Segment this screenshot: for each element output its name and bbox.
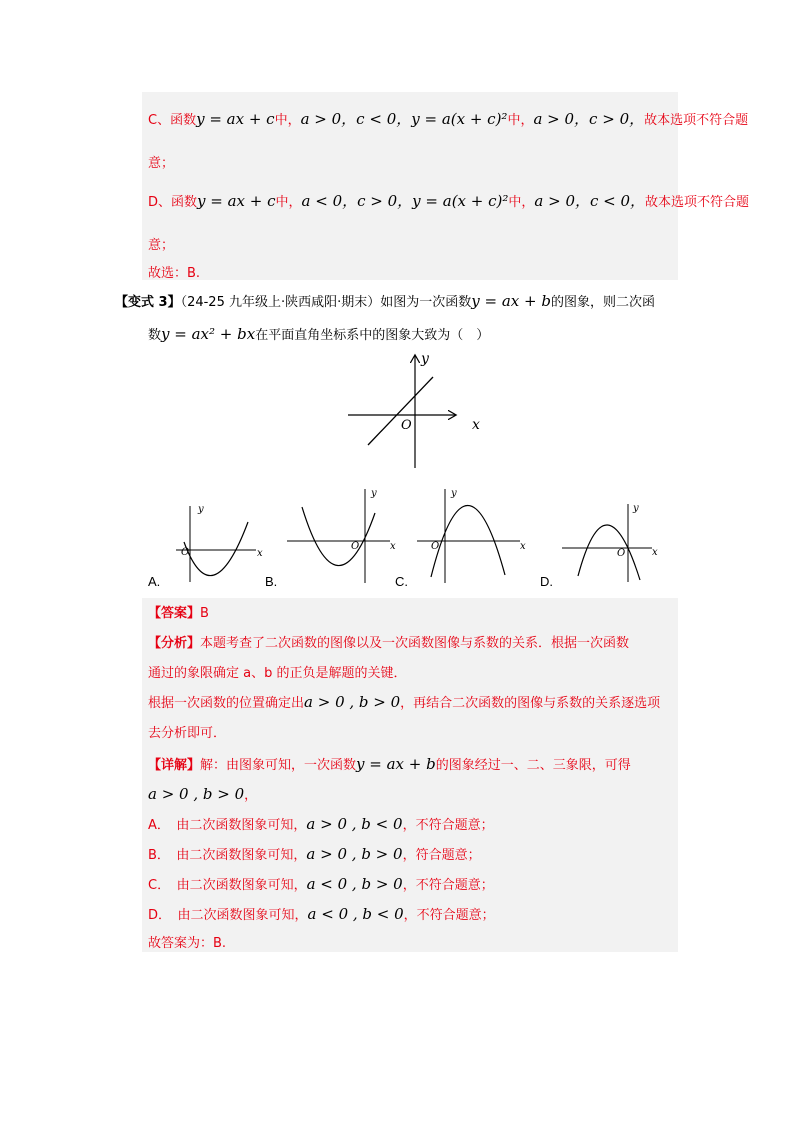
detail-item-tail: ，不符合题意； [403, 908, 495, 923]
option-c-linear-eq: y = ax + c [196, 110, 275, 128]
detail-text-1: 解：由图象可知，一次函数 [200, 758, 357, 773]
y-label: y [421, 351, 429, 367]
option-c-cond1: a > 0，c < 0， [300, 110, 412, 128]
detail-line-1 [148, 754, 631, 773]
option-c-mid1: 中， [274, 113, 301, 128]
option-d-line2: 意； [148, 238, 175, 253]
y-label: y [451, 488, 457, 499]
parabola-d [578, 525, 640, 580]
detail-item-tail: ，不符合题意； [402, 878, 494, 893]
solution-continuation-block [142, 92, 750, 281]
option-d-label: D. [540, 574, 553, 589]
origin-label: O [617, 548, 626, 559]
analysis-line-4: 去分析即可． [148, 726, 227, 741]
option-c-line [148, 108, 748, 129]
analysis-tag: 【分析】 [148, 636, 201, 651]
analysis-line-1 [148, 632, 629, 651]
option-c-line2: 意； [148, 156, 175, 171]
detail-item-a [148, 814, 494, 833]
x-label: x [652, 547, 658, 558]
analysis-tail-3: ，再结合二次函数的图像与系数的关系逐选项 [400, 696, 661, 711]
option-d-prefix: D、函数 [148, 195, 198, 210]
detail-line-2 [148, 784, 257, 803]
question-line-1 [115, 291, 655, 310]
origin-label: O [181, 547, 190, 558]
origin-label: O [431, 541, 440, 552]
y-label: y [633, 503, 639, 514]
answer-line [148, 602, 209, 621]
detail-item-b [148, 844, 481, 863]
option-c-mid2: 中， [507, 113, 534, 128]
option-c-graph [415, 485, 535, 585]
analysis-line-2: 通过的象限确定 a、b 的正负是解题的关键． [148, 666, 407, 681]
option-c-quadratic-eq: y = a(x + c)² [411, 110, 508, 128]
conclusion-line: 故选：B. [148, 266, 201, 281]
linear-line [368, 377, 433, 445]
linear-function-graph [340, 350, 490, 475]
detail-item-tail: ，不符合题意； [402, 818, 494, 833]
option-d-cond1: a < 0，c > 0， [301, 192, 413, 210]
detail-tag: 【详解】 [148, 758, 201, 773]
x-label: x [390, 541, 396, 552]
detail-math-1: y = ax + b [356, 755, 436, 773]
option-d-cond2: a > 0，c < 0， [534, 192, 646, 210]
option-d-graph [560, 500, 665, 585]
parabola-a [184, 522, 248, 576]
answer-block [142, 598, 678, 952]
detail-item-c [148, 874, 494, 893]
option-c-cond2: a > 0，c > 0， [533, 110, 645, 128]
option-b-label: B. [265, 574, 278, 589]
analysis-math-3: a > 0 , b > 0 [304, 693, 401, 711]
origin-label: O [401, 418, 412, 433]
detail-item-math: a > 0 , b > 0 [306, 845, 403, 863]
parabola-b [302, 507, 375, 566]
y-label: y [198, 504, 204, 515]
option-d-linear-eq: y = ax + c [197, 192, 276, 210]
analysis-text-1: 本题考查了二次函数的图像以及一次函数图像与系数的关系．根据一次函数 [200, 636, 630, 651]
question-source: （24-25 九年级上·陕西咸阳·期末）如图为一次函数 [180, 295, 472, 310]
question-line-2 [148, 324, 489, 343]
x-label: x [520, 541, 526, 552]
option-a-label: A. [148, 574, 161, 589]
detail-item-d [148, 904, 495, 923]
detail-item-prefix: C． 由二次函数图象可知， [148, 878, 307, 893]
question-text-2-prefix: 数 [148, 328, 162, 343]
option-c-label: C. [395, 574, 408, 589]
question-text-2: 在平面直角坐标系中的图象大致为（ ） [255, 328, 490, 343]
option-d-mid2: 中， [508, 195, 535, 210]
option-c-tail: 故本选项不符合题 [644, 113, 749, 128]
detail-tail-1: 的图象经过一、二、三象限，可得 [435, 758, 631, 773]
x-label: x [257, 548, 263, 559]
detail-item-prefix: B． 由二次函数图象可知， [148, 848, 307, 863]
option-d-tail: 故本选项不符合题 [645, 195, 750, 210]
option-c-prefix: C、函数 [148, 113, 197, 128]
answer-tag: 【答案】 [148, 606, 201, 621]
x-label: x [472, 417, 480, 433]
detail-tail-2: ， [244, 788, 258, 803]
option-b-graph [285, 485, 405, 585]
option-d-mid1: 中， [275, 195, 302, 210]
y-label: y [371, 488, 377, 499]
final-answer-line: 故答案为：B. [148, 936, 227, 951]
detail-math-2: a > 0 , b > 0 [148, 785, 245, 803]
analysis-line-3 [148, 692, 660, 711]
detail-item-prefix: A． 由二次函数图象可知， [148, 818, 307, 833]
option-d-line [148, 190, 749, 211]
detail-item-math: a > 0 , b < 0 [306, 815, 403, 833]
question-tag: 【变式 3】 [115, 295, 181, 310]
option-a-graph [168, 500, 268, 585]
option-d-quadratic-eq: y = a(x + c)² [412, 192, 509, 210]
answer-value: B [200, 606, 209, 621]
detail-item-prefix: D． 由二次函数图象可知， [148, 908, 308, 923]
detail-item-math: a < 0 , b > 0 [306, 875, 403, 893]
origin-label: O [351, 541, 360, 552]
detail-item-math: a < 0 , b < 0 [307, 905, 404, 923]
question-linear-eq: y = ax + b [471, 292, 551, 310]
question-quadratic-eq: y = ax² + bx [161, 325, 256, 343]
question-text-1: 的图象，则二次函 [550, 295, 655, 310]
analysis-text-3: 根据一次函数的位置确定出 [148, 696, 305, 711]
detail-item-tail: ，符合题意； [402, 848, 481, 863]
